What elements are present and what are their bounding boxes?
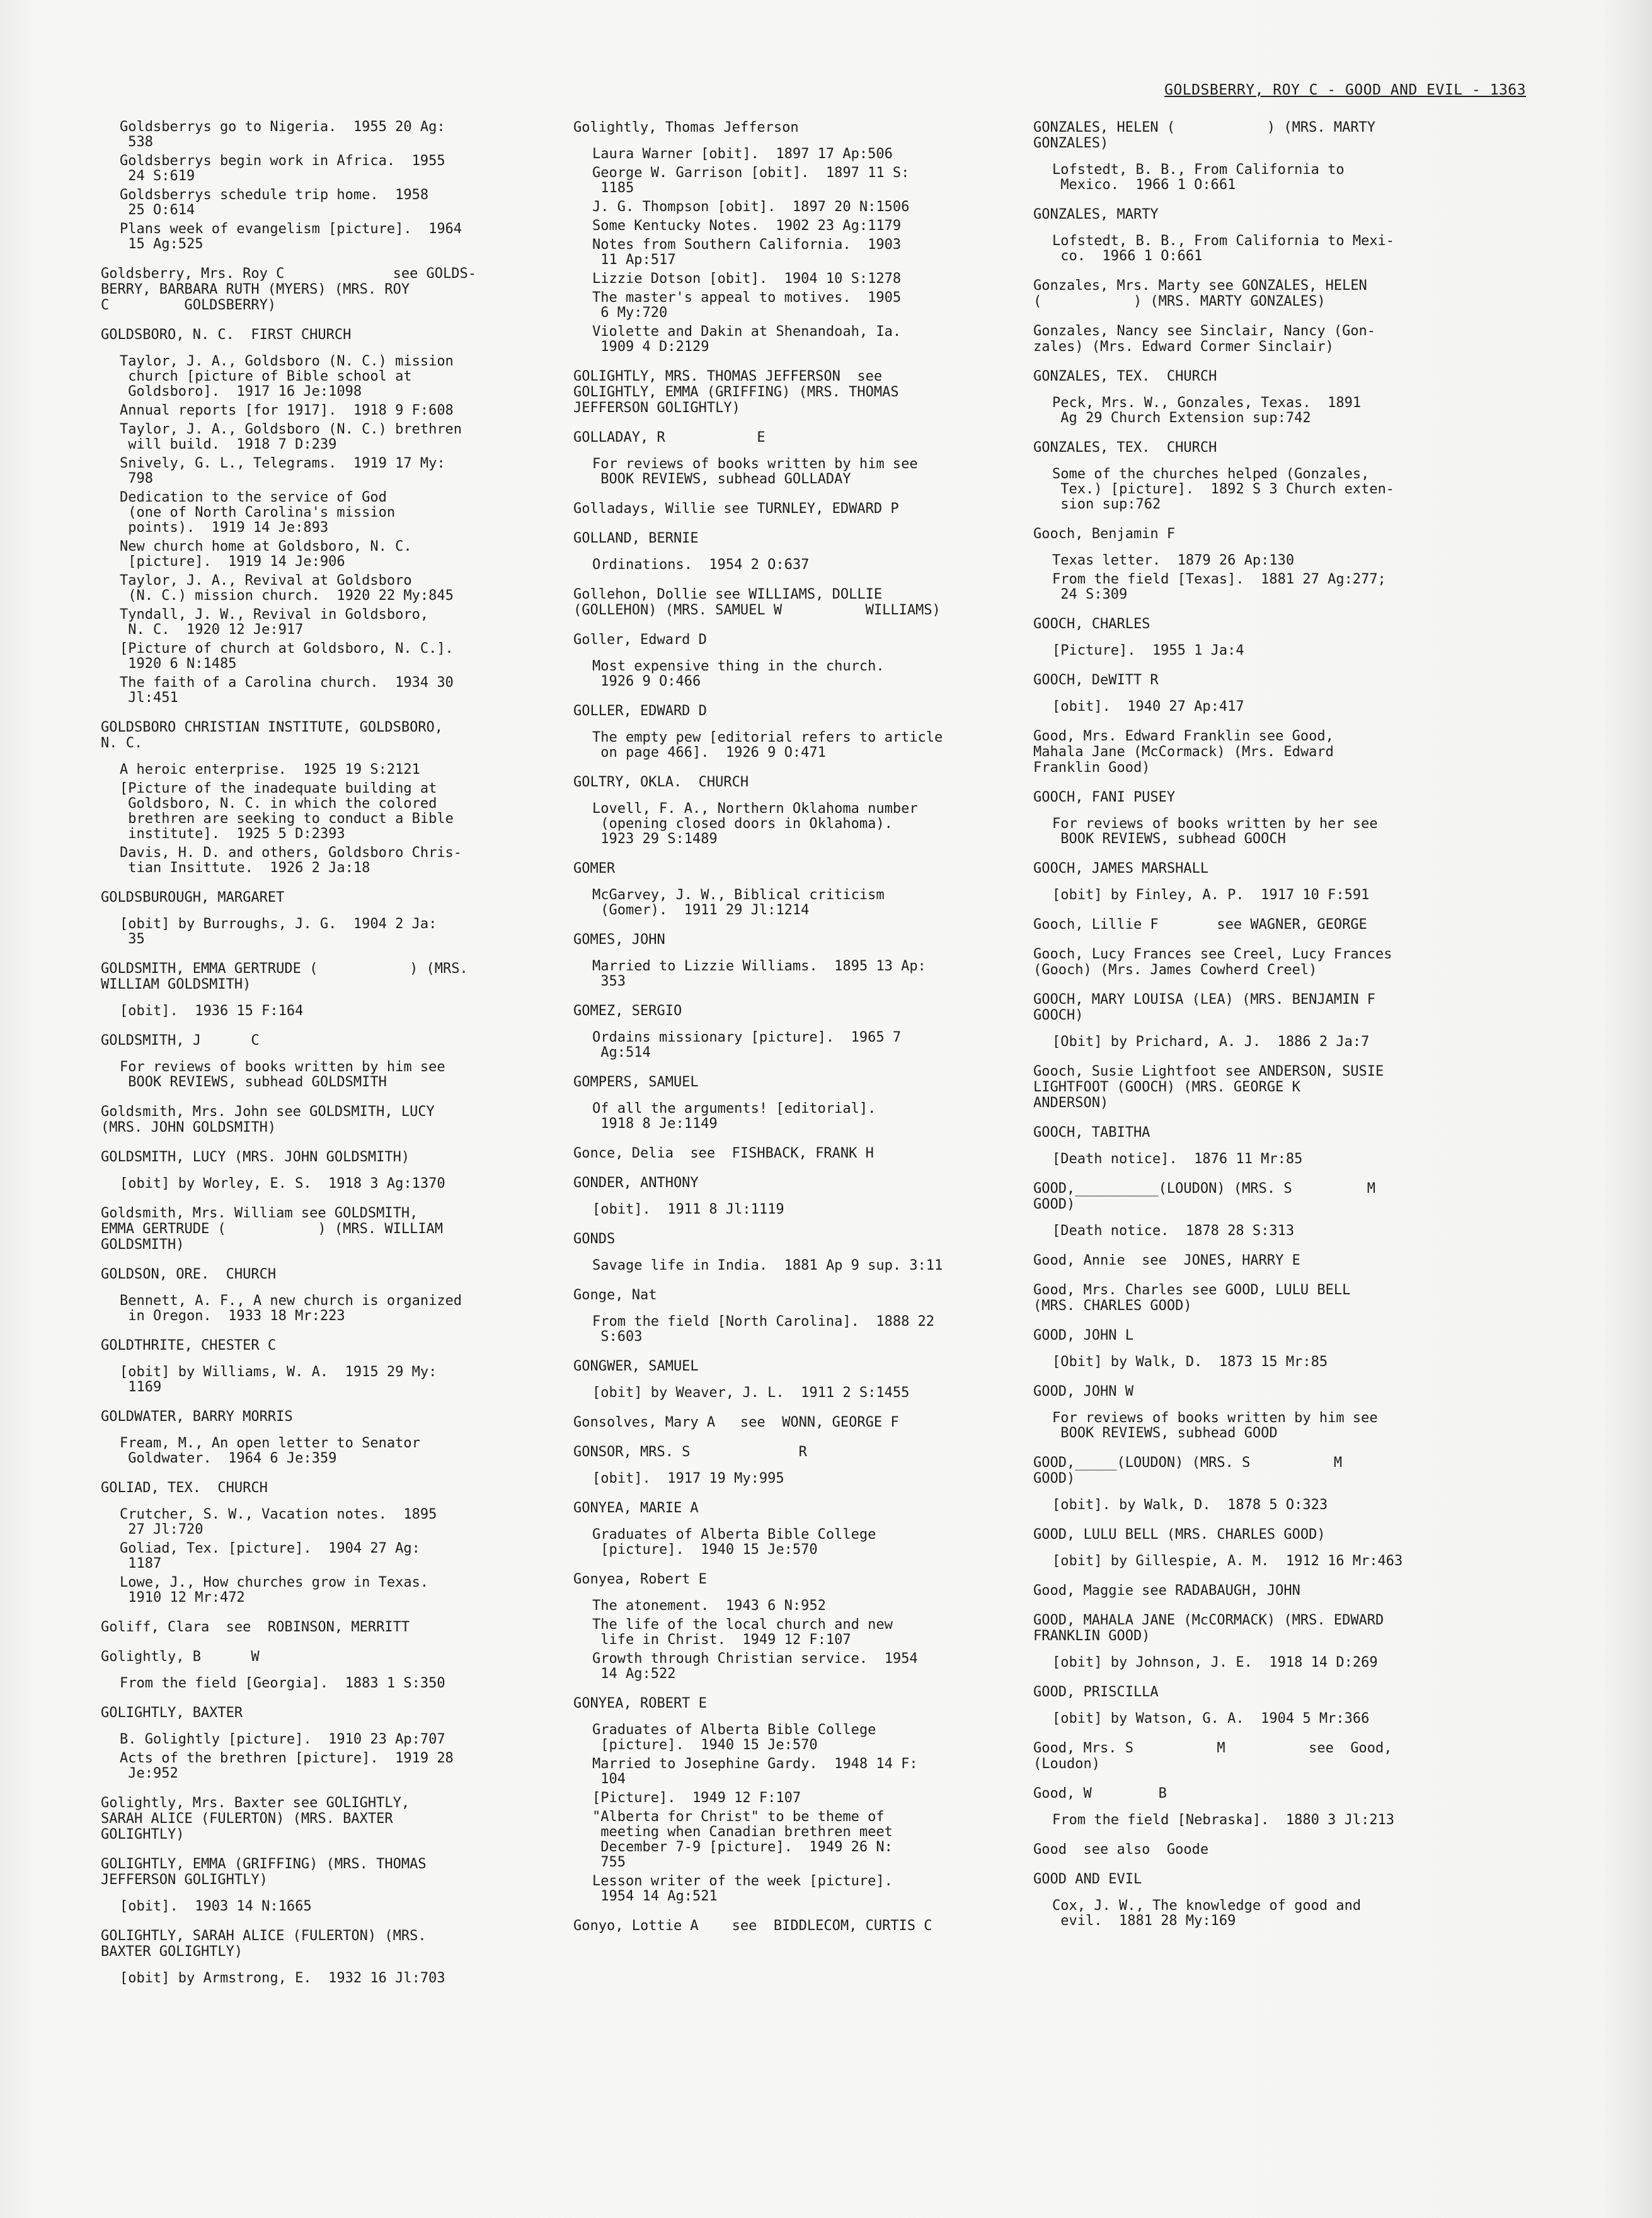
entry-heading: Good, Annie see JONES, HARRY E: [1033, 1253, 1300, 1268]
index-entry: [101, 1856, 542, 1914]
entry-citation: Violette and Dakin at Shenandoah, Ia. 1909 4 D:2129: [592, 324, 902, 355]
index-entry: [573, 1074, 1014, 1132]
entry-citation: Dedication to the service of God (one of North Carolina's mission points). 1919 14 Je:893: [120, 490, 396, 536]
index-entry: [573, 632, 1014, 689]
index-entry: [101, 720, 542, 876]
index-entry: [101, 1149, 542, 1192]
index-entry: [101, 1928, 542, 1986]
entry-heading: Gooch, Lucy Frances see Creel, Lucy Frances (Gooch) (Mrs. James Cowherd Creel): [1033, 946, 1392, 978]
entry-heading: Goliff, Clara see ROBINSON, MERRITT: [101, 1619, 410, 1635]
entry-citation: Lofstedt, B. B., From California to Mexico. 1966 1 O:661: [1052, 162, 1345, 193]
entry-heading: GOOD AND EVIL: [1033, 1871, 1142, 1887]
index-entry: [573, 1003, 1014, 1060]
entry-heading: GOOCH, TABITHA: [1033, 1125, 1150, 1141]
entry-heading: Gonge, Nat: [573, 1287, 657, 1303]
entry-heading: GONYEA, MARIE A: [573, 1500, 699, 1516]
entry-heading: GOOD,_____(LOUDON) (MRS. S M GOOD): [1033, 1455, 1343, 1486]
index-entry: [1033, 992, 1500, 1050]
entry-heading: Good, Maggie see RADABAUGH, JOHN: [1033, 1583, 1300, 1599]
index-entry: [1033, 1786, 1500, 1828]
index-entry: [101, 1267, 542, 1324]
index-entry: [1033, 1384, 1500, 1441]
entry-citation: [obit] by Johnson, J. E. 1918 14 D:269: [1052, 1655, 1378, 1670]
entry-citation: Cox, J. W., The knowledge of good and evil. 1881 28 My:169: [1052, 1898, 1362, 1929]
index-entry: [1033, 616, 1500, 658]
entry-heading: GOLDSBORO, N. C. FIRST CHURCH: [101, 327, 352, 343]
entry-citation: For reviews of books written by him see BOOK REVIEWS, subhead GOLLADAY: [592, 456, 918, 487]
index-entry: [101, 890, 542, 947]
entry-heading: GOMPERS, SAMUEL: [573, 1074, 699, 1090]
entry-citation: [obit]. 1940 27 Ap:417: [1052, 699, 1244, 715]
entry-citation: Ordains missionary [picture]. 1965 7 Ag:514: [592, 1030, 902, 1060]
entry-heading: Good, Mrs. Edward Franklin see Good, Mahala Jane (McCormack) (Mrs. Edward Franklin Good): [1033, 728, 1334, 776]
index-entry: [1033, 1842, 1500, 1858]
entry-citation: Goldsberrys go to Nigeria. 1955 20 Ag: 538: [120, 119, 445, 150]
entry-citation: From the field [North Carolina]. 1888 22 S:603: [592, 1314, 935, 1345]
entry-heading: GOLIGHTLY, EMMA (GRIFFING) (MRS. THOMAS JEFFERSON GOLIGHTLY): [101, 1856, 427, 1888]
index-entry: [101, 1338, 542, 1395]
entry-citation: Goliad, Tex. [picture]. 1904 27 Ag: 1187: [120, 1541, 420, 1572]
entry-citation: [Picture]. 1955 1 Ja:4: [1052, 643, 1244, 658]
entry-citation: Goldsberrys schedule trip home. 1958 25 O:614: [120, 187, 429, 218]
entry-citation: [obit]. by Walk, D. 1878 5 O:323: [1052, 1497, 1328, 1513]
entry-heading: GOLDTHRITE, CHESTER C: [101, 1338, 277, 1353]
entry-heading: GONSOR, MRS. S R: [573, 1444, 807, 1460]
entry-citation: [obit] by Burroughs, J. G. 1904 2 Ja: 35: [120, 916, 437, 947]
entry-citation: For reviews of books written by her see BOOK REVIEWS, subhead GOOCH: [1052, 816, 1378, 847]
index-entry: [101, 327, 542, 706]
entry-citation: [obit]. 1903 14 N:1665: [120, 1899, 312, 1914]
index-entry: [573, 1146, 1014, 1161]
index-entry: [1033, 1612, 1500, 1670]
index-entry: [573, 369, 1014, 416]
index-entry: [101, 1033, 542, 1090]
entry-citation: Graduates of Alberta Bible College [picture]. 1940 15 Je:570: [592, 1527, 876, 1558]
entry-citation: Texas letter. 1879 26 Ap:130: [1052, 553, 1295, 568]
index-entry: [573, 1572, 1014, 1682]
entry-citation: [Death notice]. 1876 11 Mr:85: [1052, 1151, 1303, 1167]
index-entry: [1033, 369, 1500, 426]
entry-citation: Fream, M., An open letter to Senator Goldwater. 1964 6 Je:359: [120, 1435, 420, 1466]
index-entry: [1033, 672, 1500, 715]
entry-citation: For reviews of books written by him see BOOK REVIEWS, subhead GOOD: [1052, 1410, 1378, 1441]
index-entry: [573, 430, 1014, 487]
entry-citation: Laura Warner [obit]. 1897 17 Ap:506: [592, 146, 893, 162]
index-entry: [101, 1649, 542, 1691]
index-entry: [573, 1918, 1014, 1934]
column-2: [573, 120, 1014, 1948]
entry-heading: GOOD, JOHN W: [1033, 1384, 1133, 1399]
entry-citation: Davis, H. D. and others, Goldsboro Chris- tian Insittute. 1926 2 Ja:18: [120, 845, 462, 876]
entry-heading: GOLDSON, ORE. CHURCH: [101, 1267, 277, 1282]
index-entry: [101, 1409, 542, 1466]
index-entry: [101, 961, 542, 1019]
index-entry: [1033, 728, 1500, 776]
entry-citation: From the field [Texas]. 1881 27 Ag:277; 24 S:309: [1052, 572, 1386, 602]
index-entry: [573, 1359, 1014, 1401]
index-entry: [101, 266, 542, 313]
entry-citation: [Obit] by Prichard, A. J. 1886 2 Ja:7: [1052, 1034, 1370, 1050]
index-entry: [1033, 1455, 1500, 1513]
entry-heading: GOLIGHTLY, MRS. THOMAS JEFFERSON see GOLIGHTLY, EMMA (GRIFFING) (MRS. THOMAS JEFFERSON GOLIGHTLY): [573, 369, 899, 416]
index-entry: [1033, 1583, 1500, 1599]
index-entry: [101, 1104, 542, 1135]
entry-citation: Lowe, J., How churches grow in Texas. 1910 12 Mr:472: [120, 1575, 429, 1606]
index-entry: [1033, 1282, 1500, 1314]
entry-citation: [obit] by Williams, W. A. 1915 29 My: 1169: [120, 1364, 437, 1395]
entry-citation: B. Golightly [picture]. 1910 23 Ap:707: [120, 1732, 445, 1747]
entry-heading: GONDS: [573, 1231, 616, 1247]
entry-citation: Lofstedt, B. B., From California to Mexi- co. 1966 1 O:661: [1052, 233, 1395, 264]
entry-heading: Good, Mrs. S M see Good, (Loudon): [1033, 1740, 1392, 1772]
entry-heading: GOOD, MAHALA JANE (McCORMACK) (MRS. EDWARD FRANKLIN GOOD): [1033, 1612, 1384, 1644]
entry-citation: Crutcher, S. W., Vacation notes. 1895 27 Jl:720: [120, 1507, 437, 1537]
entry-heading: Gooch, Susie Lightfoot see ANDERSON, SUSIE LIGHTFOOT (GOOCH) (MRS. GEORGE K ANDERSON): [1033, 1064, 1384, 1111]
entry-citation: [obit]. 1936 15 F:164: [120, 1003, 304, 1019]
index-entry: [101, 1480, 542, 1606]
entry-citation: [obit] by Finley, A. P. 1917 10 F:591: [1052, 887, 1370, 903]
entry-citation: Ordinations. 1954 2 O:637: [592, 557, 810, 573]
entry-heading: GOLDSMITH, EMMA GERTRUDE ( ) (MRS. WILLIAM GOLDSMITH): [101, 961, 468, 992]
entry-heading: GOMEZ, SERGIO: [573, 1003, 682, 1019]
entry-heading: GOLDSBORO CHRISTIAN INSTITUTE, GOLDSBORO, N. C.: [101, 720, 444, 751]
index-entry: [1033, 946, 1500, 978]
entry-citation: Taylor, J. A., Goldsboro (N. C.) mission church [picture of Bible school at Goldsboro]. 1917 16 Je:1098: [120, 353, 454, 399]
entry-heading: GOOCH, JAMES MARSHALL: [1033, 861, 1209, 876]
index-entry: [1033, 526, 1500, 602]
index-entry: [101, 1619, 542, 1635]
entry-heading: GONZALES, MARTY: [1033, 207, 1159, 222]
entry-heading: GONDER, ANTHONY: [573, 1175, 699, 1191]
index-entry: [101, 1795, 542, 1842]
entry-heading: GOOD, JOHN L: [1033, 1328, 1133, 1343]
entry-citation: Most expensive thing in the church. 1926 9 O:466: [592, 658, 885, 689]
entry-heading: GOOCH, MARY LOUISA (LEA) (MRS. BENJAMIN F GOOCH): [1033, 992, 1376, 1023]
index-entry: [573, 587, 1014, 618]
entry-heading: GOOD, PRISCILLA: [1033, 1684, 1159, 1700]
entry-citation: McGarvey, J. W., Biblical criticism (Gomer). 1911 29 Jl:1214: [592, 887, 885, 918]
index-entry: [1033, 790, 1500, 847]
entry-citation: George W. Garrison [obit]. 1897 11 S: 1185: [592, 165, 910, 196]
entry-heading: GONZALES, TEX. CHURCH: [1033, 440, 1217, 456]
index-entry: [1033, 1125, 1500, 1167]
entry-heading: Gooch, Lillie F see WAGNER, GEORGE: [1033, 917, 1367, 933]
index-entry: [101, 1705, 542, 1781]
entry-heading: GOLIGHTLY, SARAH ALICE (FULERTON) (MRS. BAXTER GOLIGHTLY): [101, 1928, 427, 1960]
entry-heading: Good, Mrs. Charles see GOOD, LULU BELL (MRS. CHARLES GOOD): [1033, 1282, 1351, 1314]
index-entry: [573, 1444, 1014, 1486]
entry-heading: GOLLER, EDWARD D: [573, 703, 707, 719]
entry-citation: [Picture of church at Goldsboro, N. C.]. 1920 6 N:1485: [120, 641, 454, 672]
entry-citation: Goldsberrys begin work in Africa. 1955 24 S:619: [120, 153, 445, 184]
entry-heading: GOOD, LULU BELL (MRS. CHARLES GOOD): [1033, 1527, 1326, 1543]
entry-heading: Good see also Goode: [1033, 1842, 1209, 1858]
index-entry: [573, 774, 1014, 847]
entry-heading: GOLLADAY, R E: [573, 430, 766, 445]
running-header: GOLDSBERRY, ROY C - GOOD AND EVIL - 1363: [1164, 82, 1526, 98]
entry-citation: [obit] by Watson, G. A. 1904 5 Mr:366: [1052, 1711, 1370, 1727]
entry-citation: [obit]. 1917 19 My:995: [592, 1471, 784, 1486]
entry-heading: GOLIGHTLY, BAXTER: [101, 1705, 243, 1721]
entry-citation: The faith of a Carolina church. 1934 30 Jl:451: [120, 675, 454, 706]
entry-heading: Gonzales, Nancy see Sinclair, Nancy (Gon- zales) (Mrs. Edward Cormer Sinclair): [1033, 323, 1376, 355]
entry-citation: From the field [Nebraska]. 1880 3 Jl:213: [1052, 1812, 1395, 1828]
column-3: [1033, 120, 1500, 1943]
index-entry: [573, 861, 1014, 918]
entry-heading: GOOCH, DeWITT R: [1033, 672, 1159, 688]
index-entry: [1033, 1253, 1500, 1268]
index-entry: [101, 120, 542, 252]
entry-heading: Gooch, Benjamin F: [1033, 526, 1176, 542]
entry-heading: GOLDSMITH, LUCY (MRS. JOHN GOLDSMITH): [101, 1149, 410, 1165]
entry-citation: Lesson writer of the week [picture]. 1954 14 Ag:521: [592, 1873, 893, 1904]
entry-heading: Gonzales, Mrs. Marty see GONZALES, HELEN ( ) (MRS. MARTY GONZALES): [1033, 278, 1367, 309]
entry-heading: Goldsmith, Mrs. William see GOLDSMITH, EMMA GERTRUDE ( ) (MRS. WILLIAM GOLDSMITH): [101, 1205, 444, 1253]
index-entry: [573, 120, 1014, 355]
entry-citation: [Picture of the inadequate building at Goldsboro, N. C. in which the colored brethren are seeking to conduct a Bible institute]. 1925 5 D:2393: [120, 781, 454, 842]
entry-citation: The life of the local church and new life in Christ. 1949 12 F:107: [592, 1617, 893, 1648]
entry-citation: Married to Lizzie Williams. 1895 13 Ap: 353: [592, 958, 926, 989]
entry-citation: Snively, G. L., Telegrams. 1919 17 My: 798: [120, 456, 445, 486]
entry-citation: [obit] by Weaver, J. L. 1911 2 S:1455: [592, 1385, 910, 1401]
entry-citation: Some of the churches helped (Gonzales, Tex.) [picture]. 1892 S 3 Church exten- sion sup:762: [1052, 466, 1395, 512]
entry-citation: Some Kentucky Notes. 1902 23 Ag:1179: [592, 218, 902, 234]
index-entry: [1033, 917, 1500, 933]
index-entry: [573, 703, 1014, 761]
entry-citation: The atonement. 1943 6 N:952: [592, 1598, 826, 1614]
index-entry: [573, 531, 1014, 573]
entry-citation: The empty pew [editorial refers to article on page 466]. 1926 9 O:471: [592, 730, 943, 761]
index-entry: [573, 1415, 1014, 1430]
entry-citation: Taylor, J. A., Goldsboro (N. C.) brethren will build. 1918 7 D:239: [120, 422, 462, 452]
entry-heading: GOLDSBUROUGH, MARGARET: [101, 890, 285, 905]
entry-heading: GOOCH, FANI PUSEY: [1033, 790, 1176, 805]
index-entry: [1033, 323, 1500, 355]
entry-heading: GONZALES, HELEN ( ) (MRS. MARTY GONZALES): [1033, 120, 1376, 151]
index-entry: [1033, 120, 1500, 193]
entry-heading: Goldsmith, Mrs. John see GOLDSMITH, LUCY (MRS. JOHN GOLDSMITH): [101, 1104, 435, 1135]
index-entry: [573, 1231, 1014, 1273]
entry-citation: Bennett, A. F., A new church is organized in Oregon. 1933 18 Mr:223: [120, 1293, 462, 1324]
entry-citation: Married to Josephine Gardy. 1948 14 F: 104: [592, 1756, 918, 1787]
entry-heading: GONZALES, TEX. CHURCH: [1033, 369, 1217, 384]
entry-heading: Gonsolves, Mary A see WONN, GEORGE F: [573, 1415, 899, 1430]
entry-citation: [Obit] by Walk, D. 1873 15 Mr:85: [1052, 1354, 1328, 1370]
entry-citation: [obit] by Gillespie, A. M. 1912 16 Mr:463: [1052, 1553, 1403, 1569]
entry-heading: Golightly, B W: [101, 1649, 260, 1665]
index-entry: [573, 1500, 1014, 1558]
index-entry: [573, 1287, 1014, 1345]
entry-citation: [obit] by Armstrong, E. 1932 16 Jl:703: [120, 1970, 445, 1986]
index-entry: [1033, 278, 1500, 309]
entry-citation: Graduates of Alberta Bible College [picture]. 1940 15 Je:570: [592, 1722, 876, 1753]
entry-citation: Notes from Southern California. 1903 11 Ap:517: [592, 237, 902, 268]
entry-citation: J. G. Thompson [obit]. 1897 20 N:1506: [592, 199, 910, 215]
index-entry: [101, 1205, 542, 1253]
index-entry: [1033, 440, 1500, 512]
index-entry: [1033, 1684, 1500, 1727]
entry-citation: Tyndall, J. W., Revival in Goldsboro, N. C. 1920 12 Je:917: [120, 607, 429, 638]
entry-citation: [Death notice. 1878 28 S:313: [1052, 1223, 1295, 1239]
entry-heading: Gonce, Delia see FISHBACK, FRANK H: [573, 1146, 874, 1161]
entry-citation: Lovell, F. A., Northern Oklahoma number (opening closed doors in Oklahoma). 1923 29 S:1489: [592, 801, 918, 847]
entry-citation: [Picture]. 1949 12 F:107: [592, 1790, 801, 1806]
entry-heading: Good, W B: [1033, 1786, 1167, 1801]
entry-heading: GOOCH, CHARLES: [1033, 616, 1150, 632]
index-entry: [1033, 1871, 1500, 1929]
entry-citation: Plans week of evangelism [picture]. 1964 15 Ag:525: [120, 221, 462, 252]
entry-citation: [obit] by Worley, E. S. 1918 3 Ag:1370: [120, 1176, 445, 1192]
entry-heading: GOLIAD, TEX. CHURCH: [101, 1480, 268, 1496]
column-1: [101, 120, 542, 2000]
index-entry: [1033, 1740, 1500, 1772]
entry-citation: [obit]. 1911 8 Jl:1119: [592, 1202, 784, 1217]
entry-heading: Gonyea, Robert E: [573, 1572, 707, 1587]
index-entry: [573, 501, 1014, 517]
index-entry: [573, 1175, 1014, 1217]
entry-citation: Growth through Christian service. 1954 14 Ag:522: [592, 1651, 918, 1682]
entry-citation: A heroic enterprise. 1925 19 S:2121: [120, 762, 420, 778]
entry-citation: For reviews of books written by him see BOOK REVIEWS, subhead GOLDSMITH: [120, 1059, 445, 1090]
entry-heading: GONGWER, SAMUEL: [573, 1359, 699, 1374]
index-entry: [573, 1696, 1014, 1904]
index-entry: [1033, 1064, 1500, 1111]
entry-citation: Savage life in India. 1881 Ap 9 sup. 3:11: [592, 1258, 943, 1273]
entry-heading: Goller, Edward D: [573, 632, 707, 648]
entry-heading: GOOD,__________(LOUDON) (MRS. S M GOOD): [1033, 1181, 1376, 1212]
entry-heading: GOMES, JOHN: [573, 932, 665, 948]
entry-citation: The master's appeal to motives. 1905 6 My:720: [592, 290, 902, 321]
entry-citation: Peck, Mrs. W., Gonzales, Texas. 1891 Ag 29 Church Extension sup:742: [1052, 395, 1362, 426]
entry-heading: Gollehon, Dollie see WILLIAMS, DOLLIE (GOLLEHON) (MRS. SAMUEL W WILLIAMS): [573, 587, 941, 618]
entry-citation: Annual reports [for 1917]. 1918 9 F:608: [120, 403, 454, 418]
index-entry: [1033, 1181, 1500, 1239]
index-entry: [1033, 1328, 1500, 1370]
entry-citation: Acts of the brethren [picture]. 1919 28 Je:952: [120, 1750, 454, 1781]
entry-citation: New church home at Goldsboro, N. C. [picture]. 1919 14 Je:906: [120, 539, 412, 570]
index-entry: [1033, 861, 1500, 903]
index-entry: [1033, 1527, 1500, 1569]
entry-heading: Golightly, Mrs. Baxter see GOLIGHTLY, SARAH ALICE (FULERTON) (MRS. BAXTER GOLIGHTLY): [101, 1795, 410, 1842]
entry-citation: Taylor, J. A., Revival at Goldsboro (N. C.) mission church. 1920 22 My:845: [120, 573, 454, 604]
entry-heading: Golightly, Thomas Jefferson: [573, 120, 799, 135]
entry-heading: Golladays, Willie see TURNLEY, EDWARD P: [573, 501, 899, 517]
entry-heading: Goldsberry, Mrs. Roy C see GOLDS- BERRY, BARBARA RUTH (MYERS) (MRS. ROY C GOLDSBERRY): [101, 266, 477, 313]
entry-heading: GOLDSMITH, J C: [101, 1033, 260, 1049]
entry-heading: GOLTRY, OKLA. CHURCH: [573, 774, 749, 790]
entry-heading: Gonyo, Lottie A see BIDDLECOM, CURTIS C: [573, 1918, 932, 1934]
entry-heading: GOLLAND, BERNIE: [573, 531, 699, 546]
entry-citation: Lizzie Dotson [obit]. 1904 10 S:1278: [592, 271, 902, 287]
index-entry: [573, 932, 1014, 989]
entry-heading: GONYEA, ROBERT E: [573, 1696, 707, 1711]
entry-citation: From the field [Georgia]. 1883 1 S:350: [120, 1675, 445, 1691]
index-entry: [1033, 207, 1500, 264]
entry-citation: "Alberta for Christ" to be theme of meeting when Canadian brethren meet December 7-9 [picture]. 1949 26 N: 755: [592, 1809, 893, 1870]
entry-heading: GOLDWATER, BARRY MORRIS: [101, 1409, 293, 1425]
entry-heading: GOMER: [573, 861, 616, 876]
entry-citation: Of all the arguments! [editorial]. 1918 8 Je:1149: [592, 1101, 876, 1132]
